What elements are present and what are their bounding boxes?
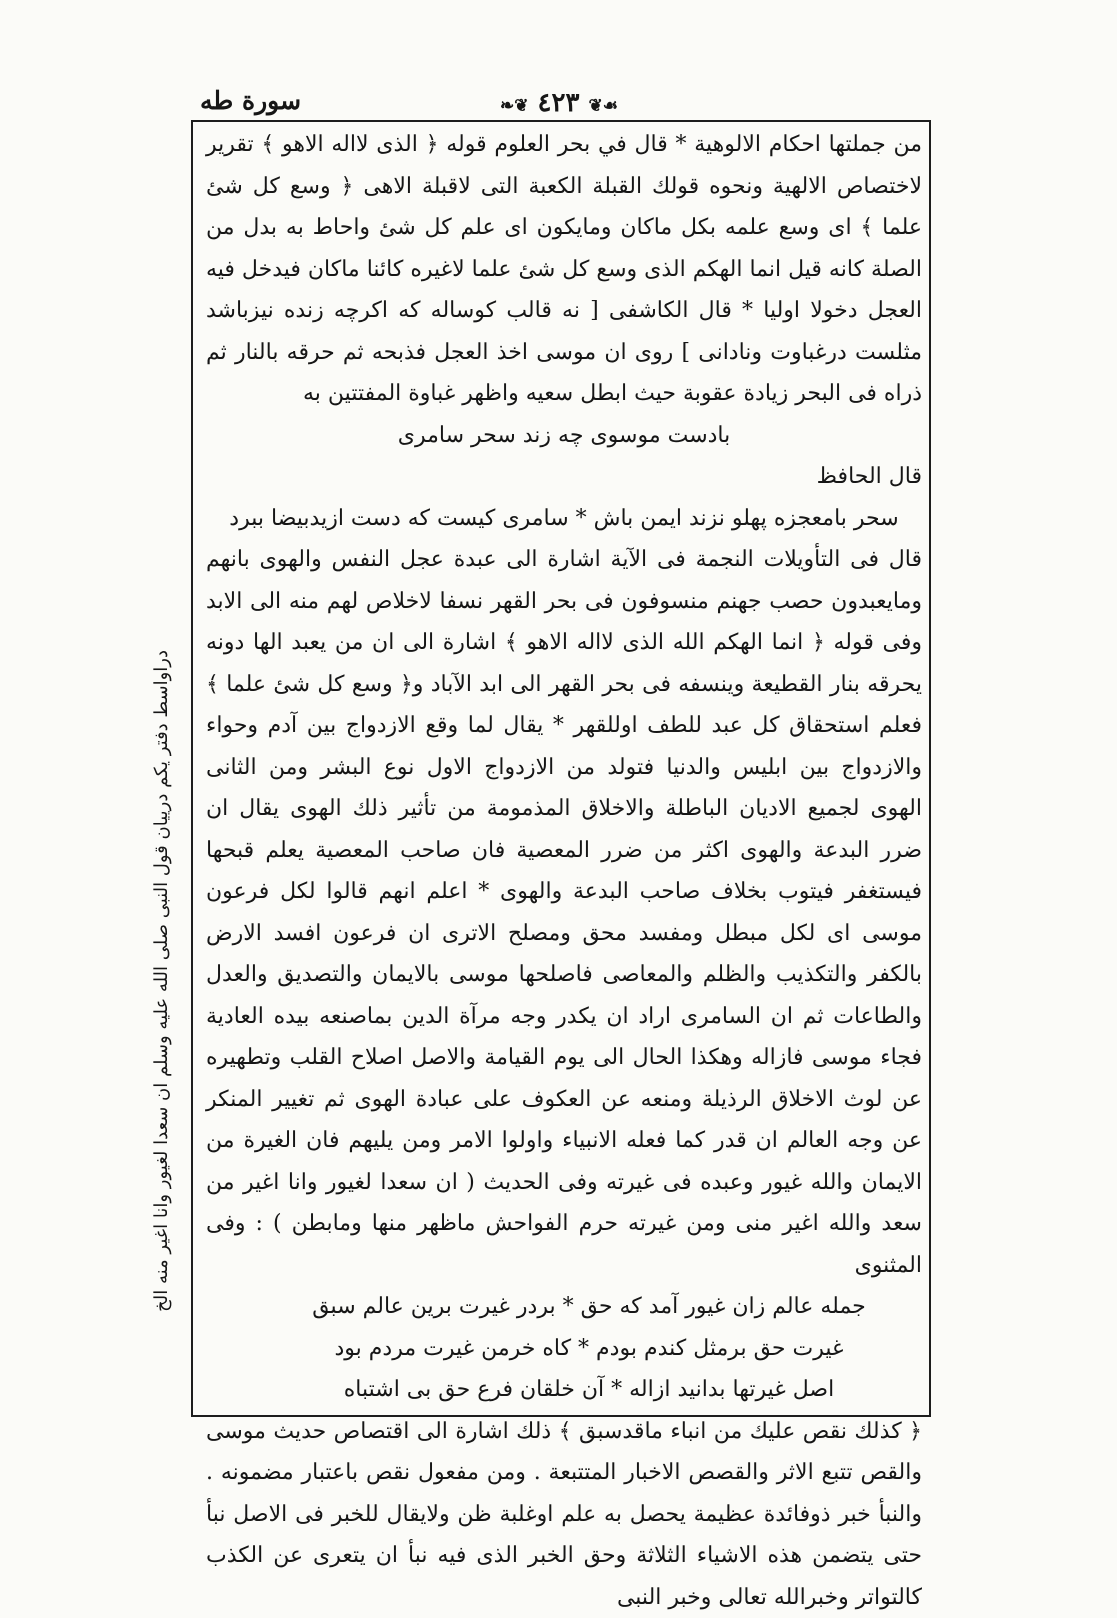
verse-line-2: سحر بامعجزه پهلو نزند ايمن باش * سامرى كيست كه دست ازيدبيضا ببرد — [206, 498, 922, 540]
paragraph-2: قال فى التأويلات النجمة فى الآية اشارة الى عبدة عجل النفس والهوى بانهم ومايعبدون حصب جهنم منسوفون فى بحر القهر نسفا لاخلاص لهم منه الى الابد وفى قوله ﴿ انما الهكم الله الذى لااله الاهو ﴾ اشارة الى ان من يعبد الها دونه يحرقه بنار القطيعة وينسفه فى بحر القهر الى ابد الآباد و﴿ وسع كل شئ علما ﴾ فعلم استحقاق كل عبد للطف اوللقهر * يقال لما وقع الازدواج بين آدم وحواء والازدواج بين ابليس والدنيا فتولد من الازدواج الاول نوع البشر ومن الثانى الهوى لجميع الاديان الباطلة والاخلاق المذمومة من تأثير ذلك الهوى يقال ان ضرر البدعة والهوى اكثر من ضرر المعصية فان صاحب المعصية يعلم قبحها فيستغفر فيتوب بخلاف صاحب البدعة والهوى * اعلم انهم قالوا لكل فرعون موسى اى لكل مبطل ومفسد محق ومصلح الاترى ان فرعون افسد الارض بالكفر والتكذيب والظلم والمعاصى فاصلحها موسى بالايمان والتصديق والعدل والطاعات ثم ان السامرى اراد ان يكدر وجه مرآة الدين بماصنعه بيده العادية فجاء موسى فازاله وهكذا الحال الى يوم القيامة والاصل اصلاح القلب وتطهيره عن لوث الاخلاق الرذيلة ومنعه عن العكوف على عبادة الهوى ثم تغيير المنكر عن وجه العالم ان قدر كما فعله الانبياء واولوا الامر ومن يليهم فان الغيرة من الايمان والله غيور وعبده فى غيرته وفى الحديث ( ان سعدا لغيور وانا اغير من سعد والله اغير منى ومن غيرته حرم الفواحش ماظهر منها ومابطن ) : وفى المثنوى — [206, 539, 922, 1286]
surah-title: سورة طه — [200, 86, 301, 115]
ornament-right-icon: ❦☙ — [589, 96, 618, 116]
margin-note: دراواسط دفتر يكم درييان قول النبى صلى الله عليه وسلم ان سعدا لغيور وانا اغير منه الخ — [150, 650, 174, 1420]
verse-line-3: جمله عالم زان غيور آمد كه حق * بردر غيرت برين عالم سبق — [206, 1286, 922, 1328]
page-number-value: ٤٢٣ — [538, 88, 580, 118]
page-number — [478, 88, 640, 118]
ornament-left-icon: ❧❦ — [500, 96, 529, 116]
page-body — [206, 124, 922, 1618]
paragraph-1: من جملتها احكام الالوهية * قال في بحر العلوم قوله ﴿ الذى لااله الاهو ﴾ تقرير لاختصاص الالهية ونحوه قولك القبلة الكعبة التى لاقبلة الاهى ﴿ وسع كل شئ علما ﴾ اى وسع علمه بكل ماكان ومايكون اى علم كل شئ واحاط به بدل من الصلة كانه قيل انما الهكم الذى وسع كل شئ علما لاغيره كائنا ماكان فيدخل فيه العجل دخولا اوليا * قال الكاشفى [ نه قالب كوساله كه اكرچه زنده نيزباشد مثلست درغباوت ونادانى ] روى ان موسى اخذ العجل فذبحه ثم حرقه بالنار ثم ذراه فى البحر زيادة عقوبة حيث ابطل سعيه واظهر غباوة المفتتين به — [206, 124, 922, 415]
label-hafiz: قال الحافظ — [206, 456, 922, 498]
paragraph-3: ﴿ كذلك نقص عليك من انباء ماقدسبق ﴾ ذلك اشارة الى اقتصاص حديث موسى والقص تتبع الاثر والقصص الاخبار المتتبعة . ومن مفعول نقص باعتبار مضمونه . والنبأ خبر ذوفائدة عظيمة يحصل به علم اوغلبة ظن ولايقال للخبر فى الاصل نبأ حتى يتضمن هذه الاشياء الثلاثة وحق الخبر الذى فيه نبأ ان يتعرى عن الكذب كالتواتر وخبرالله تعالى وخبر النبى — [206, 1411, 922, 1618]
verse-line-4: غيرت حق برمثل كندم بودم * كاه خرمن غيرت مردم بود — [206, 1328, 922, 1370]
verse-line-5: اصل غيرتها بدانيد ازاله * آن خلقان فرع حق بى اشتباه — [206, 1369, 922, 1411]
verse-line-1: بادست موسوى چه زند سحر سامرى — [206, 415, 922, 457]
